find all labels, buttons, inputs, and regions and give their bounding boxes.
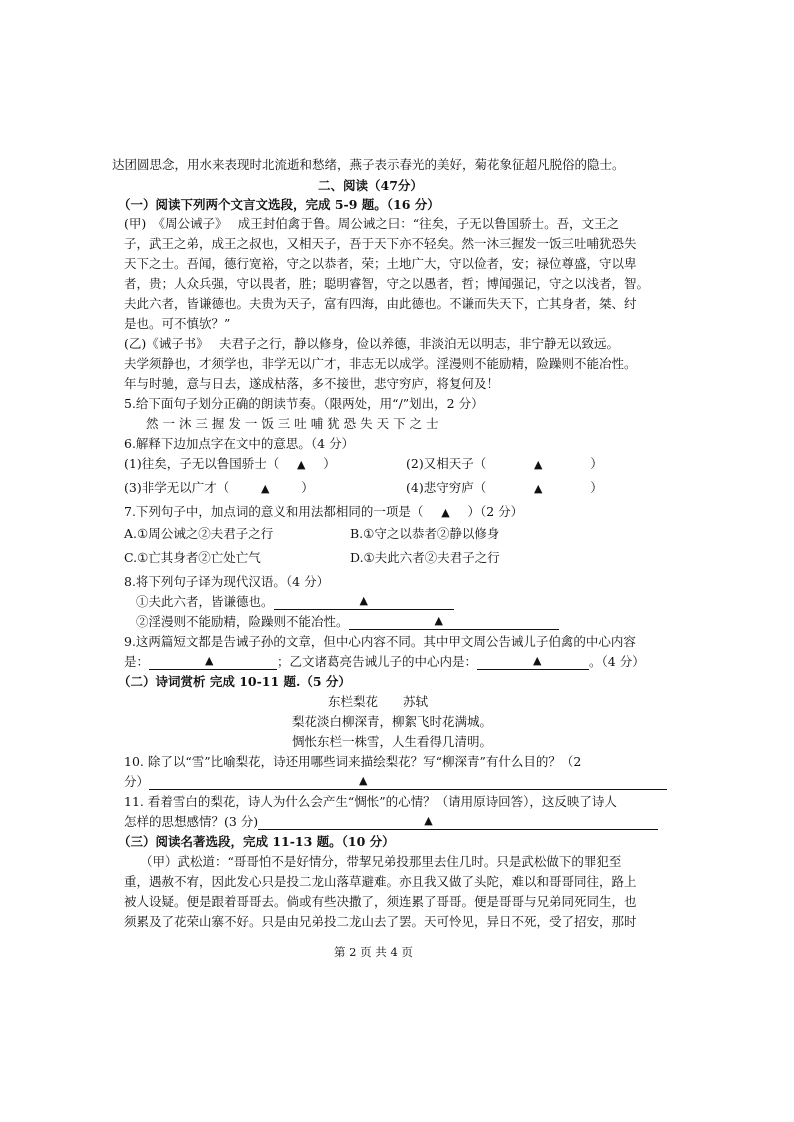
yi-line: (乙)《诫子书》 夫君子之行，静以修身，俭以养德，非淡泊无以明志，非宁静无以致远。 [124,336,619,351]
q8-item-1: ①夫此六者，皆谦德也。 ▲ [136,594,454,610]
answer-mark: ▲ [533,654,542,667]
intro-line: 达团圆思念，用水来表现时北流逝和愁绪，燕子表示春光的美好，菊花象征超凡脱俗的隐士。 [112,157,625,172]
q6-item-1: (1)往矣，子无以鲁国骄士（ ▲ ） [124,456,336,471]
jia-line: (甲) 《周公诫子》 成王封伯禽于鲁。周公诫之曰：“往矣，子无以鲁国骄士。吾，文王之 [124,216,620,231]
page-footer: 第 2 页 共 4 页 [334,945,413,959]
answer-mark: ▲ [359,594,368,607]
q6-prompt: 6.解释下边加点字在文中的意思。（4 分） [124,436,355,451]
yi-line: 年与时驰，意与日去，遂成枯落，多不接世，悲守穷庐，将复何及！ [124,376,500,391]
poem-line: 梨花淡白柳深青，柳絮飞时花满城。 [292,714,493,729]
q7-option-d: D.①夫此六者②夫君子之行 [350,550,500,565]
q5-prompt: 5.给下面句子划分正确的朗读节奏。（限两处，用“/”划出，2 分） [124,396,484,411]
jia-line: 夫此六者，皆谦德也。夫贵为天子，富有四海，由此德也。不谦而失天下，亡其身者，桀、纣 [124,296,637,311]
answer-mark: ▲ [533,458,543,471]
passage-line: 须累及了花荣山寨不好。只是由兄弟投二龙山去了罢。天可怜见，异日不死，受了招安，那时 [124,914,637,929]
q11-line1: 11. 看着雪白的梨花，诗人为什么会产生“惆怅”的心情？（请用原诗回答），这反映了诗人 [124,794,617,809]
answer-mark: ▲ [424,814,433,827]
q8-item-2: ②淫漫则不能励精，险躁则不能冶性。 ▲ [136,614,559,630]
jia-line: 者，贵；人众兵强，守以畏者，胜；聪明睿智，守之以愚者，哲；博闻强记，守之以浅者，智。 [124,276,650,291]
part2-heading: （二）诗词赏析 完成 10-11 题.（5 分） [118,674,351,689]
answer-mark: ▲ [359,774,368,787]
answer-mark: ▲ [260,482,270,495]
answer-mark: ▲ [205,654,214,667]
answer-mark: ▲ [533,482,543,495]
jia-line: 天下之士。吾闻，德行宽裕，守之以恭者，荣；土地广大，守以俭者，安；禄位尊盛，守以卑 [124,256,637,271]
q5-sentence: 然 一 沐 三 握 发 一 饭 三 吐 哺 犹 恐 失 天 下 之 士 [146,416,439,431]
q8-prompt: 8.将下列句子译为现代汉语。（4 分） [124,574,330,589]
part3-heading: （三）阅读名著选段，完成 11-13 题。（10 分） [118,834,395,849]
q11-line2: 怎样的思想感情？(3 分) ▲ [124,814,658,830]
q7-option-c: C.①亡其身者②亡处亡气 [124,550,261,565]
passage-line: （甲）武松道：“哥哥怕不是好情分，带挈兄弟投那里去住几时。只是武松做下的罪犯至 [140,854,622,869]
q10-line2: 分） ▲ [124,774,667,790]
poem-title: 东栏梨花 苏轼 [328,694,429,709]
jia-line: 子，武王之弟，成王之叔也，又相天子，吾于天下亦不轻矣。然一沐三握发一饭三吐哺犹恐失 [124,236,637,251]
passage-line: 重，遇赦不宥，因此发心只是投二龙山落草避难。亦且我又做了头陀，难以和哥哥同往，路上 [124,874,637,889]
section-title: 二、阅读（47分） [318,178,423,193]
q10-line1: 10. 除了以“雪”比喻梨花，诗还用哪些词来描绘梨花？写“柳深青”有什么目的？（2 [124,754,582,769]
q7-option-b: B.①守之以恭者②静以修身 [350,526,500,541]
part1-heading: （一）阅读下列两个文言文选段，完成 5-9 题。（16 分） [118,197,440,212]
jia-line: 是也。可不慎欤？” [124,316,231,331]
q9-line1: 9.这两篇短文都是告诫子孙的文章，但中心内容不同。其中甲文周公告诫儿子伯禽的中心内容 [124,634,636,649]
q7-prompt: 7.下列句子中，加点词的意义和用法都相同的一项是（ ▲ ）（2 分） [124,504,524,519]
q6-item-4: (4)悲守穷庐（ ▲ ） [406,480,603,495]
q9-line2: 是： ▲ ；乙文诸葛亮告诫儿子的中心内是： ▲ 。（4 分） [124,654,645,669]
q6-item-2: (2)又相天子（ ▲ ） [406,456,603,471]
q7-option-a: A.①周公诫之②夫君子之行 [124,526,274,541]
poem-line: 惆怅东栏一株雪，人生看得几清明。 [292,734,493,749]
yi-line: 夫学须静也，才须学也，非学无以广才，非志无以成学。淫漫则不能励精，险躁则不能冶性。 [124,356,637,371]
answer-mark: ▲ [434,614,443,627]
answer-mark: ▲ [441,506,450,519]
passage-line: 被人设疑。便是跟着哥哥去。倘或有些决撒了，须连累了哥哥。便是哥哥与兄弟同死同生，也 [124,894,637,909]
q6-item-3: (3)非学无以广才（ ▲ ） [124,480,314,495]
answer-mark: ▲ [296,458,306,471]
